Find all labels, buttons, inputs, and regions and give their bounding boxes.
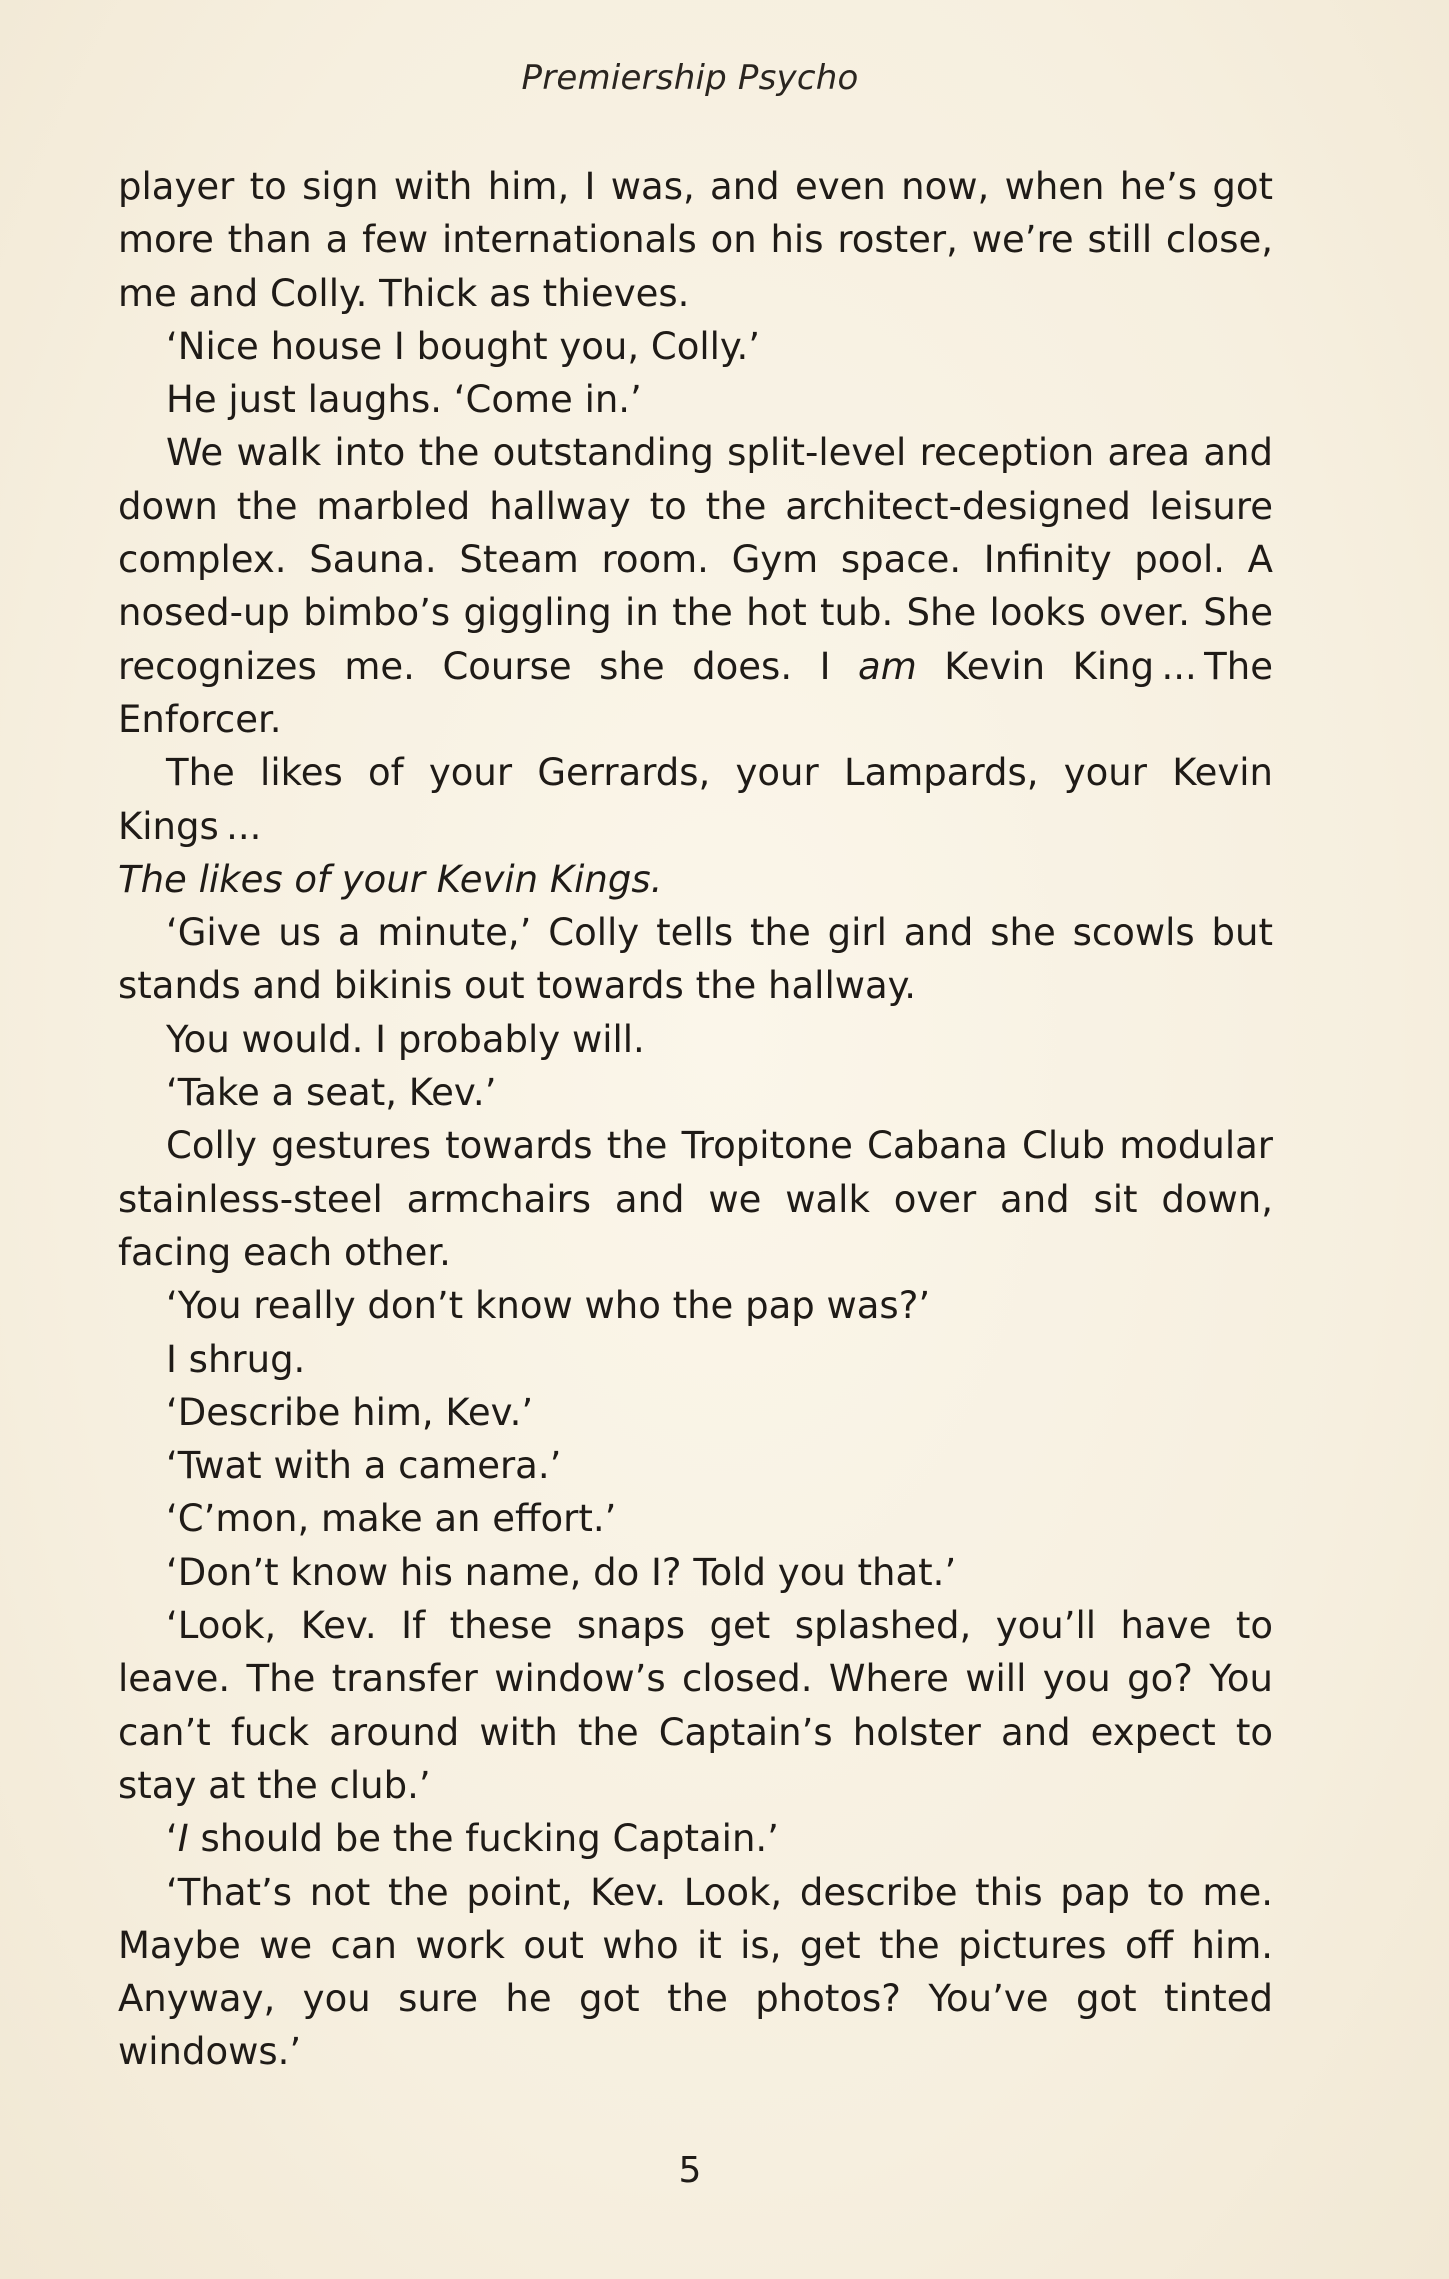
paragraph: I shrug. [166, 1337, 306, 1381]
paragraph [118, 1812, 1273, 1865]
page-number: 5 [678, 2150, 702, 2191]
paragraph: The likes of your Gerrards, your Lampards, your Kevin Kings ... [118, 751, 1273, 848]
text-run: We walk into the outstanding split-level reception area and down the marbled hallway to the architect-designed leisure complex. Sauna. Steam room. Gym space. Infinity pool. A nosed-up bimbo’s giggling in the hot tub. She looks over. She recognizes me. Course she does. I [118, 431, 1273, 688]
paragraph: ‘You really don’t know who the pap was?’ [166, 1284, 931, 1328]
text-run: Kevin King ... The Enforcer. [118, 644, 1273, 741]
paragraph: ‘C’mon, make an effort.’ [166, 1497, 617, 1541]
text-run: ‘ [166, 1817, 178, 1861]
text-run: should be the fucking Captain.’ [188, 1817, 779, 1861]
paragraph: ‘Nice house I bought you, Colly.’ [166, 324, 761, 368]
italic-text: I [177, 1817, 189, 1861]
paragraph: ‘Twat with a camera.’ [166, 1444, 562, 1488]
paragraph: ‘Don’t know his name, do I? Told you that.’ [166, 1550, 957, 1594]
paragraph [118, 426, 1273, 746]
paragraph: ‘Look, Kev. If these snaps get splashed, you’ll have to leave. The transfer window’s closed. Where will you go? You can’t fuck around with the Captain’s holster and expect to stay at the club.’ [118, 1604, 1273, 1807]
paragraph: You would. I probably will. [166, 1017, 645, 1061]
paragraph: player to sign with him, I was, and even now, when he’s got more than a few internationals on his roster, we’re still close, me and Colly. Thick as thieves. [118, 165, 1273, 315]
paragraph: ‘Describe him, Kev.’ [166, 1390, 534, 1434]
italic-text: am [858, 644, 917, 688]
paragraph: He just laughs. ‘Come in.’ [166, 378, 642, 422]
italic-paragraph: The likes of your Kevin Kings. [118, 857, 663, 901]
paragraph: Colly gestures towards the Tropitone Cabana Club modular stainless-steel armchairs and we walk over and sit down, facing each other. [118, 1124, 1273, 1274]
paragraph: ‘Take a seat, Kev.’ [166, 1071, 497, 1115]
running-head: Premiership Psycho [521, 58, 859, 98]
paragraph: ‘That’s not the point, Kev. Look, describe this pap to me. Maybe we can work out who it is, get the pictures off him. Anyway, you sure he got the photos? You’ve got tinted windows.’ [118, 1870, 1273, 2074]
body-text [118, 160, 1273, 2079]
paragraph: ‘Give us a minute,’ Colly tells the girl and she scowls but stands and bikinis out towards the hallway. [118, 911, 1273, 1008]
